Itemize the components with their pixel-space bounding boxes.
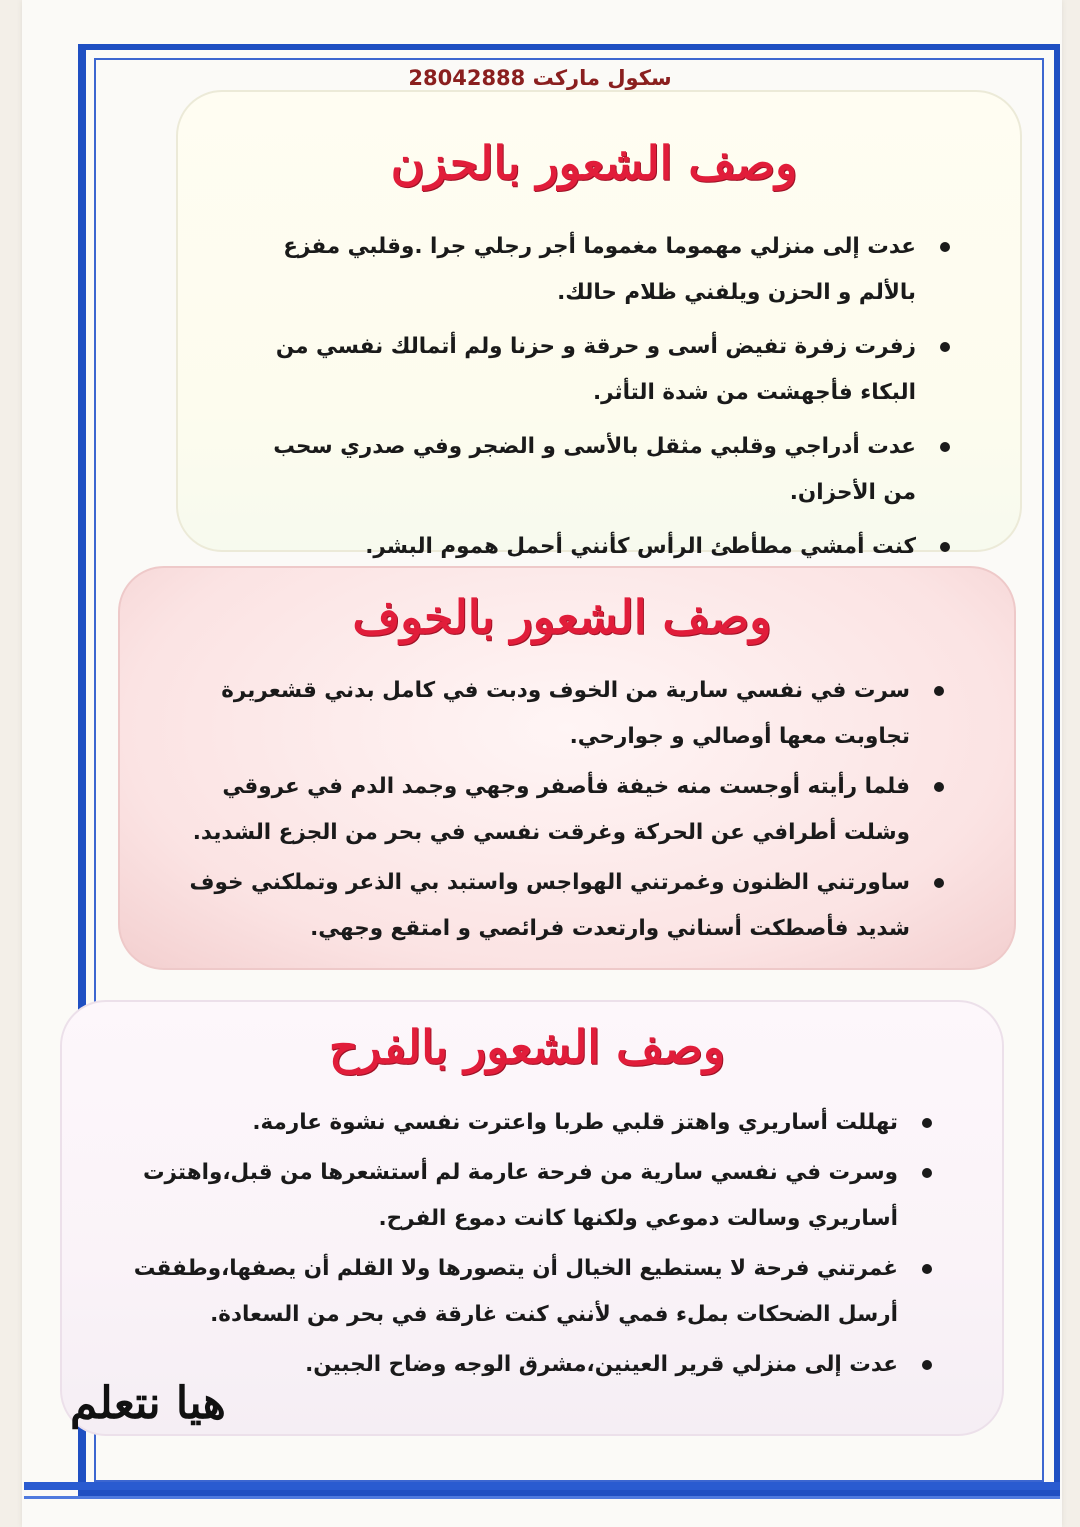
list-item: كنت أمشي مطأطئ الرأس كأنني أحمل هموم البشر. xyxy=(238,524,950,570)
joy-list xyxy=(122,1100,932,1388)
section-title-fear: وصف الشعور بالخوف xyxy=(352,590,772,644)
header-label: سكول ماركت 28042888 xyxy=(408,66,672,90)
sadness-list xyxy=(238,224,950,570)
list-item: عدت إلى منزلي قرير العينين،مشرق الوجه وضاح الجبين. xyxy=(122,1342,932,1388)
section-fear xyxy=(118,566,1016,970)
fear-list xyxy=(180,668,944,952)
list-item: سرت في نفسي سارية من الخوف ودبت في كامل بدني قشعريرة تجاوبت معها أوصالي و جوارحي. xyxy=(180,668,944,760)
list-item: تهللت أساريري واهتز قلبي طربا واعترت نفسي نشوة عارمة. xyxy=(122,1100,932,1146)
list-item: غمرتني فرحة لا يستطيع الخيال أن يتصورها ولا القلم أن يصفها،وطفقت أرسل الضحكات بملء فمي لأنني كنت غارقة في بحر من السعادة. xyxy=(122,1246,932,1338)
bottom-blue-rule xyxy=(24,1482,1060,1490)
list-item: عدت أدراجي وقلبي مثقل بالأسى و الضجر وفي صدري سحب من الأحزان. xyxy=(238,424,950,516)
bottom-blue-rule-thin xyxy=(24,1496,1060,1499)
section-title-sadness: وصف الشعور بالحزن xyxy=(390,136,798,190)
section-title-joy: وصف الشعور بالفرح xyxy=(328,1020,726,1074)
list-item: ساورتني الظنون وغمرتني الهواجس واستبد بي الذعر وتملكني خوف شديد فأصطكت أسناني وارتعدت فرائصي و امتقع وجهي. xyxy=(180,860,944,952)
list-item: وسرت في نفسي سارية من فرحة عارمة لم أستشعرها من قبل،واهتزت أساريري وسالت دموعي ولكنها كانت دموع الفرح. xyxy=(122,1150,932,1242)
list-item: عدت إلى منزلي مهموما مغموما أجر رجلي جرا .وقلبي مفزع بالألم و الحزن ويلفني ظلام حالك. xyxy=(238,224,950,316)
section-joy xyxy=(60,1000,1004,1436)
list-item: فلما رأيته أوجست منه خيفة فأصفر وجهي وجمد الدم في عروقي وشلت أطرافي عن الحركة وغرقت نفسي في بحر من الجزع الشديد. xyxy=(180,764,944,856)
watermark-text: هيا نتعلم xyxy=(70,1378,226,1429)
list-item: زفرت زفرة تفيض أسى و حرقة و حزنا ولم أتمالك نفسي من البكاء فأجهشت من شدة التأثر. xyxy=(238,324,950,416)
section-sadness xyxy=(176,90,1022,559)
